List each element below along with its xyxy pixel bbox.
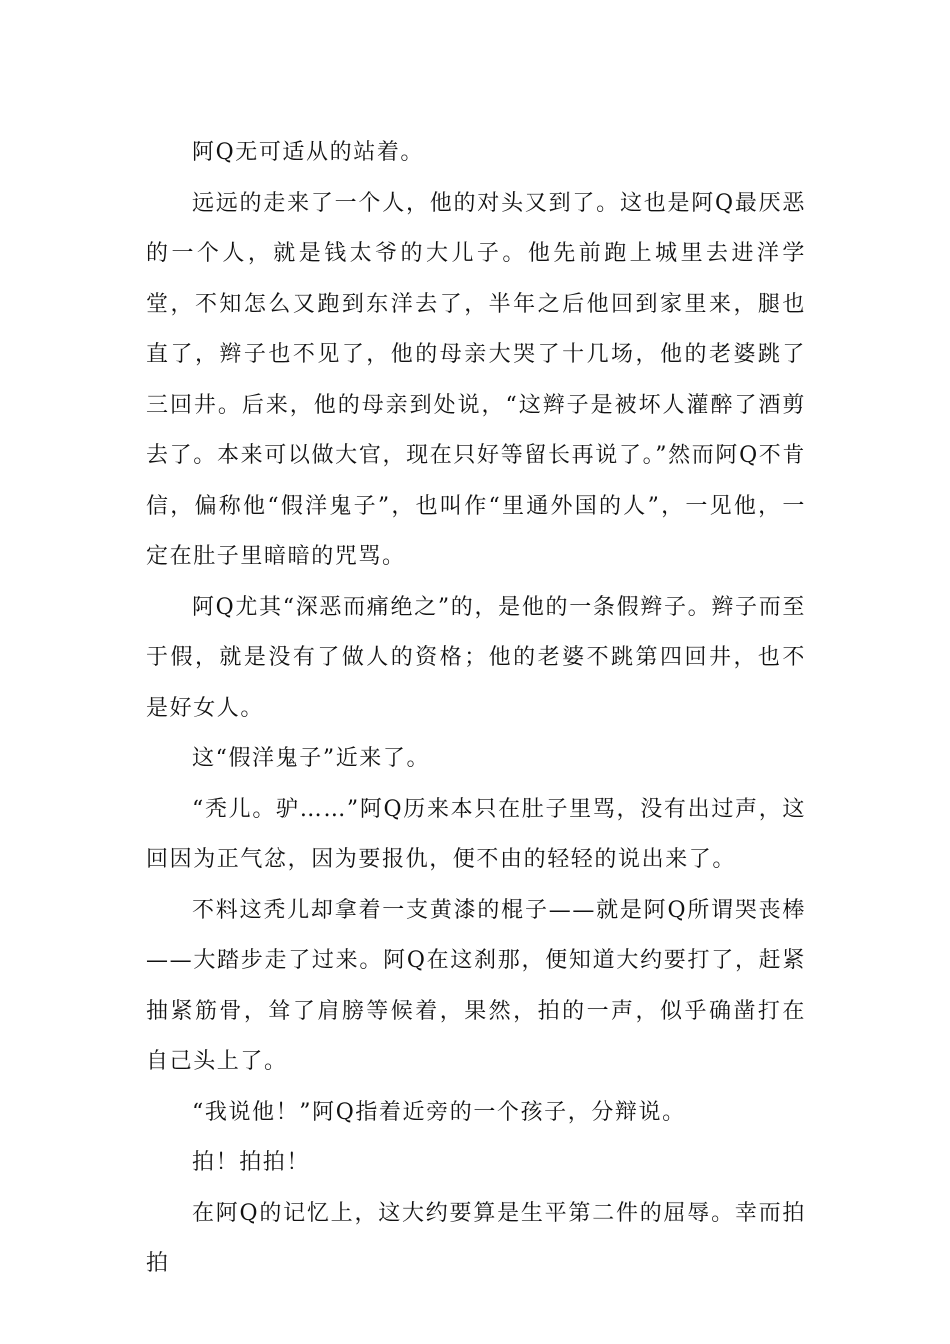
body-text bbox=[146, 128, 806, 1290]
paragraph: 这“假洋鬼子”近来了。 bbox=[192, 746, 431, 771]
paragraph: “我说他！”阿Q指着近旁的一个孩子，分辩说。 bbox=[192, 1099, 686, 1125]
paragraph: 拍！拍拍！ bbox=[192, 1150, 311, 1175]
paragraph: 在阿Q的记忆上，这大约要算是生平第二件的屈辱。幸而拍拍 bbox=[146, 1200, 806, 1276]
paragraph: 远远的走来了一个人，他的对头又到了。这也是阿Q最厌恶的一个人，就是钱太爷的大儿子。他先前跑上城里去进洋学堂，不知怎么又跑到东洋去了，半年之后他回到家里来，腿也直了，辫子也不见了，他的母亲大哭了十几场，他的老婆跳了三回井。后来，他的母亲到处说，“这辫子是被坏人灌醉了酒剪去了。本来可以做大官，现在只好等留长再说了。”然而阿Q不肯信，偏称他“假洋鬼子”，也叫作“里通外国的人”，一见他，一定在肚子里暗暗的咒骂。 bbox=[146, 190, 806, 569]
paragraph: “秃儿。驴……”阿Q历来本只在肚子里骂，没有出过声，这回因为正气忿，因为要报仇，便不由的轻轻的说出来了。 bbox=[146, 796, 806, 872]
paragraph: 不料这秃儿却拿着一支黄漆的棍子——就是阿Q所谓哭丧棒——大踏步走了过来。阿Q在这刹那，便知道大约要打了，赶紧抽紧筋骨，耸了肩膀等候着，果然，拍的一声，似乎确凿打在自己头上了。 bbox=[146, 897, 806, 1074]
paragraph: 阿Q尤其“深恶而痛绝之”的，是他的一条假辫子。辫子而至于假，就是没有了做人的资格；他的老婆不跳第四回井，也不是好女人。 bbox=[146, 594, 806, 721]
paragraph: 阿Q无可适从的站着。 bbox=[192, 140, 425, 165]
